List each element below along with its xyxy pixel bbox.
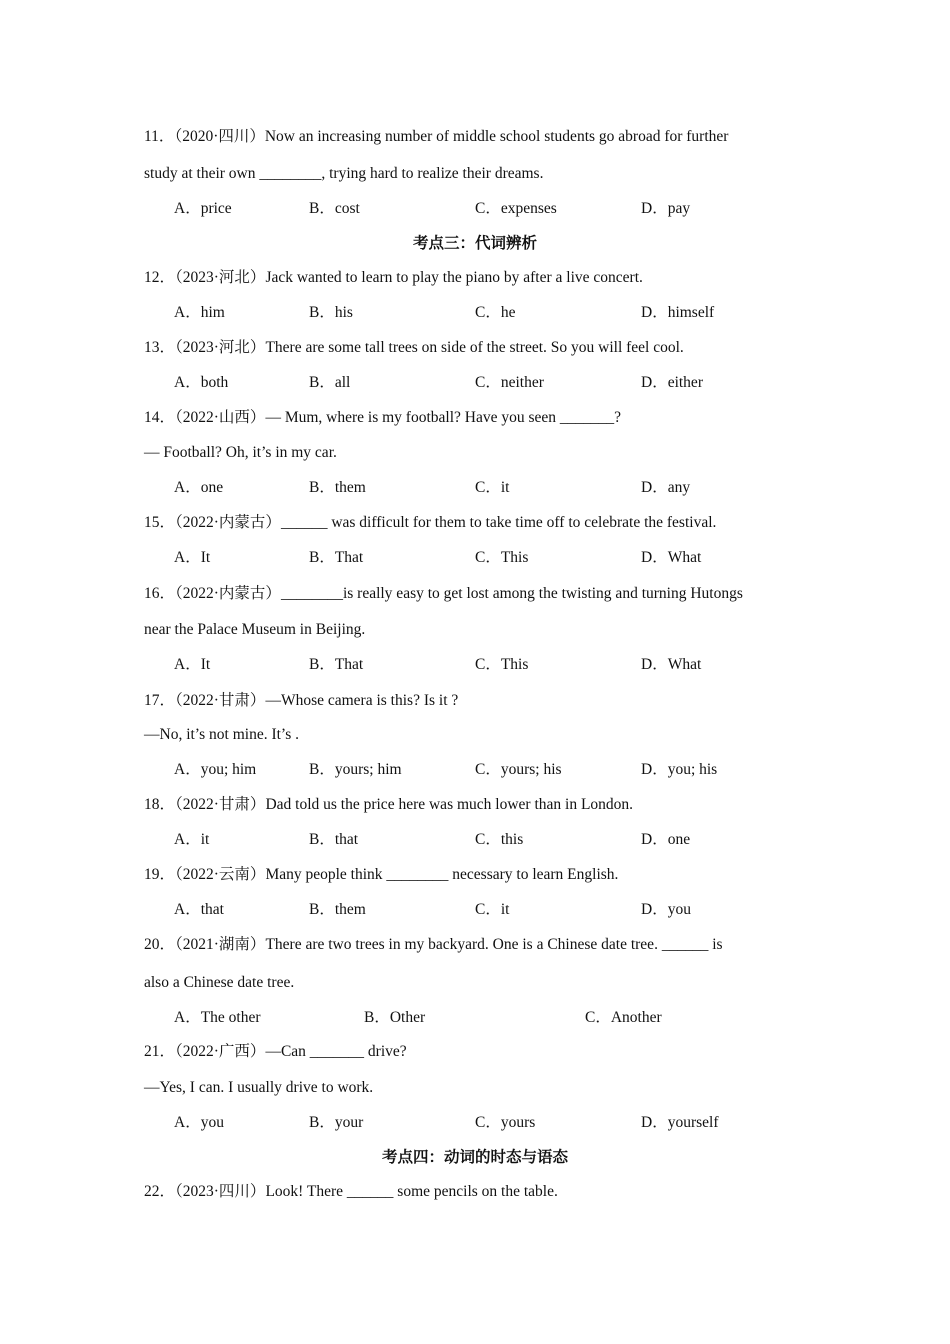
option-b: B．That	[309, 549, 364, 566]
question-number: 16．	[144, 585, 176, 602]
option-c: C．neither	[475, 374, 544, 391]
question-14-line-2: — Football? Oh, it’s in my car.	[144, 444, 337, 461]
question-number: 18．	[144, 796, 176, 813]
question-21-line-2: —Yes, I can. I usually drive to work.	[144, 1079, 374, 1096]
question-source: （2022·云南）	[175, 866, 266, 883]
question-number: 21．	[144, 1043, 176, 1060]
question-19-line-1	[144, 865, 618, 885]
option-a: A．The other	[174, 1009, 261, 1026]
option-b: B．your	[309, 1114, 364, 1131]
option-b: B．That	[309, 656, 364, 673]
question-source: （2022·内蒙古）	[175, 514, 281, 531]
option-a: A．It	[174, 656, 211, 673]
question-16-line-2: near the Palace Museum in Beijing.	[144, 621, 366, 638]
question-number: 22．	[144, 1183, 176, 1200]
question-11-line-2: study at their own ________, trying hard to realize their dreams.	[144, 165, 544, 182]
option-d: D．one	[641, 831, 691, 848]
question-20-line-2: also a Chinese date tree.	[144, 974, 295, 991]
option-d: D．himself	[641, 304, 715, 321]
question-text: Look! There ______ some pencils on the table.	[265, 1183, 558, 1200]
question-18-line-1	[144, 795, 633, 815]
question-text: Dad told us the price here was much lower than in London.	[265, 796, 634, 813]
question-13-line-1	[144, 338, 684, 358]
option-d: D．What	[641, 549, 702, 566]
question-text: ______ was difficult for them to take time off to celebrate the festival.	[280, 514, 717, 531]
question-21-line-1	[144, 1042, 407, 1062]
question-source: （2023·河北）	[175, 269, 266, 286]
question-number: 19．	[144, 866, 176, 883]
section-heading-3: 考点三：代词辨析	[412, 235, 537, 252]
option-c: C．expenses	[475, 200, 557, 217]
question-16-line-1	[144, 584, 743, 604]
option-a: A．it	[174, 831, 210, 848]
option-c: C．it	[475, 901, 510, 918]
question-14-line-1	[144, 408, 621, 428]
option-c: C．it	[475, 479, 510, 496]
option-c: C．yours	[475, 1114, 536, 1131]
question-source: （2022·山西）	[175, 409, 266, 426]
option-c: C．This	[475, 549, 529, 566]
option-a: A．that	[174, 901, 224, 918]
question-text: There are two trees in my backyard. One is a Chinese date tree. ______ is	[265, 936, 723, 953]
option-d: D．any	[641, 479, 691, 496]
question-17-line-2: —No, it’s not mine. It’s .	[144, 726, 299, 743]
question-22-line-1	[144, 1182, 558, 1202]
option-a: A．price	[174, 200, 232, 217]
option-c: C．he	[475, 304, 516, 321]
option-c: C．yours; his	[475, 761, 562, 778]
option-b: B．them	[309, 901, 366, 918]
option-b: B．that	[309, 831, 359, 848]
option-a: A．him	[174, 304, 225, 321]
question-text: Now an increasing number of middle school students go abroad for further	[264, 128, 729, 145]
option-d: D．yourself	[641, 1114, 719, 1131]
question-source: （2022·内蒙古）	[175, 585, 281, 602]
option-d: D．you	[641, 901, 691, 918]
option-c: C．this	[475, 831, 524, 848]
section-heading-4: 考点四：动词的时态与语态	[381, 1149, 568, 1166]
question-text: There are some tall trees on side of the street. So you will feel cool.	[265, 339, 684, 356]
option-a: A．It	[174, 549, 211, 566]
question-source: （2022·甘肃）	[175, 692, 266, 709]
option-a: A．you; him	[174, 761, 257, 778]
option-d: D．What	[641, 656, 702, 673]
question-number: 13．	[144, 339, 176, 356]
question-source: （2022·广西）	[175, 1043, 266, 1060]
option-b: B．Other	[364, 1009, 426, 1026]
option-b: B．cost	[309, 200, 360, 217]
question-11-line-1	[144, 127, 728, 147]
option-b: B．yours; him	[309, 761, 402, 778]
option-c: C．This	[475, 656, 529, 673]
question-source: （2023·河北）	[175, 339, 266, 356]
option-b: B．them	[309, 479, 366, 496]
question-number: 14．	[144, 409, 176, 426]
question-text: Jack wanted to learn to play the piano by after a live concert.	[265, 269, 643, 286]
option-d: D．you; his	[641, 761, 718, 778]
question-source: （2020·四川）	[174, 128, 265, 145]
question-text: ________is really easy to get lost among the twisting and turning Hutongs	[280, 585, 743, 602]
question-number: 17．	[144, 692, 176, 709]
question-number: 12．	[144, 269, 176, 286]
option-d: D．pay	[641, 200, 691, 217]
question-source: （2021·湖南）	[175, 936, 266, 953]
option-d: D．either	[641, 374, 703, 391]
question-text: —Whose camera is this? Is it ?	[265, 692, 459, 709]
question-number: 11．	[144, 128, 175, 145]
option-a: A．one	[174, 479, 224, 496]
question-source: （2023·四川）	[175, 1183, 266, 1200]
option-a: A．both	[174, 374, 229, 391]
question-text: — Mum, where is my football? Have you seen _______?	[265, 409, 621, 426]
option-c: C．Another	[585, 1009, 662, 1026]
question-15-line-1	[144, 513, 716, 533]
question-20-line-1	[144, 935, 723, 955]
question-12-line-1	[144, 268, 643, 288]
question-source: （2022·甘肃）	[175, 796, 266, 813]
option-a: A．you	[174, 1114, 224, 1131]
question-number: 20．	[144, 936, 176, 953]
question-text: Many people think ________ necessary to learn English.	[265, 866, 619, 883]
option-b: B．all	[309, 374, 351, 391]
question-number: 15．	[144, 514, 176, 531]
question-text: —Can _______ drive?	[265, 1043, 407, 1060]
option-b: B．his	[309, 304, 353, 321]
question-17-line-1	[144, 691, 458, 711]
